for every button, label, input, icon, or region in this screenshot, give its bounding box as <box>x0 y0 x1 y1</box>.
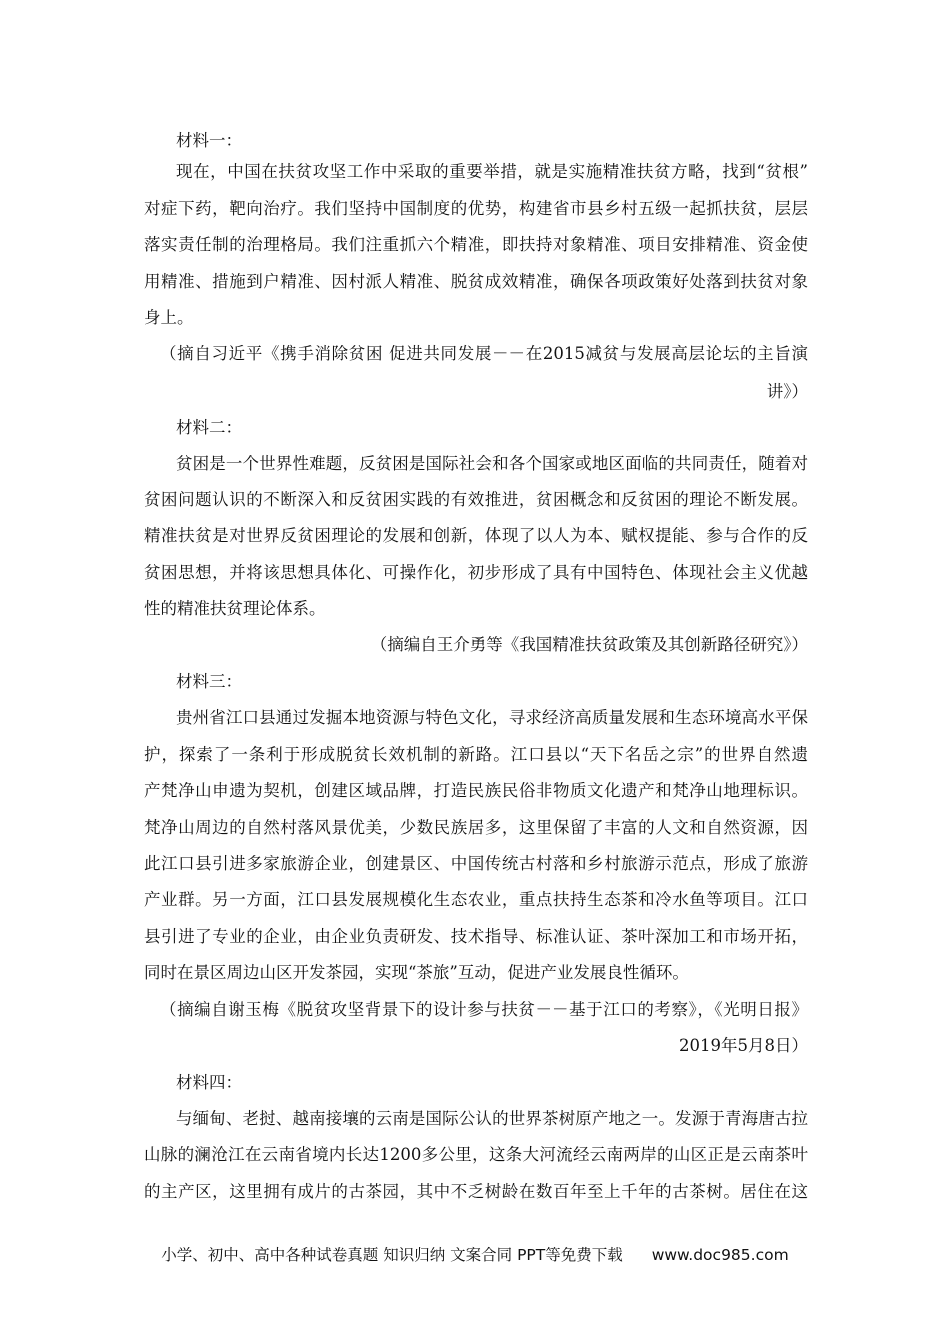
material2-line-3: 精准扶贫是对世界反贫困理论的发展和创新，体现了以人为本、赋权提能、参与合作的反 <box>144 526 808 545</box>
material3-source-2: 2019年5月8日） <box>679 1036 808 1055</box>
material2-source-1: （摘编自王介勇等《我国精准扶贫政策及其创新路径研究》） <box>370 635 808 654</box>
material3-line-5: 此江口县引进多家旅游企业，创建景区、中国传统古村落和乡村旅游示范点，形成了旅游 <box>144 854 808 873</box>
page-footer <box>0 1243 950 1267</box>
material4-heading: 材料四： <box>176 1073 242 1092</box>
material2-line-5: 性的精准扶贫理论体系。 <box>144 599 326 618</box>
material1-line-1: 现在，中国在扶贫攻坚工作中采取的重要举措，就是实施精准扶贫方略，找到“贫根” <box>176 162 808 181</box>
material2-line-1: 贫困是一个世界性难题，反贫困是国际社会和各个国家或地区面临的共同责任，随着对 <box>176 454 808 473</box>
material2-line-2: 贫困问题认识的不断深入和反贫困实践的有效推进，贫困概念和反贫困的理论不断发展。 <box>144 490 808 509</box>
material2-line-4: 贫困思想，并将该思想具体化、可操作化，初步形成了具有中国特色、体现社会主义优越 <box>144 563 808 582</box>
material3-heading: 材料三： <box>176 672 242 691</box>
material4-line-3: 的主产区，这里拥有成片的古茶园，其中不乏树龄在数百年至上千年的古茶树。居住在这 <box>144 1182 808 1201</box>
material1-source-2: 讲》） <box>766 382 808 401</box>
material1-source-1: （摘自习近平《携手消除贫困 促进共同发展－－在2015减贫与发展高层论坛的主旨演 <box>160 344 808 363</box>
material3-line-3: 产梵净山申遗为契机，创建区域品牌，打造民族民俗非物质文化遗产和梵净山地理标识。 <box>144 781 808 800</box>
material3-line-1: 贵州省江口县通过发掘本地资源与特色文化，寻求经济高质量发展和生态环境高水平保 <box>176 708 808 727</box>
material3-line-7: 县引进了专业的企业，由企业负责研发、技术指导、标准认证、茶叶深加工和市场开拓， <box>144 927 808 946</box>
material3-line-6: 产业群。另一方面，江口县发展规模化生态农业，重点扶持生态茶和冷水鱼等项目。江口 <box>144 890 808 909</box>
material1-line-5: 身上。 <box>144 308 194 327</box>
material3-line-4: 梵净山周边的自然村落风景优美，少数民族居多，这里保留了丰富的人文和自然资源，因 <box>144 818 808 837</box>
material1-heading: 材料一： <box>176 131 242 150</box>
material3-source-1: （摘编自谢玉梅《脱贫攻坚背景下的设计参与扶贫－－基于江口的考察》，《光明日报》 <box>160 1000 808 1019</box>
material1-line-4: 用精准、措施到户精准、因村派人精准、脱贫成效精准，确保各项政策好处落到扶贫对象 <box>144 272 808 291</box>
footer-text: 小学、初中、高中各种试卷真题 知识归纳 文案合同 PPT等免费下载 <box>161 1246 623 1264</box>
material1-line-2: 对症下药，靶向治疗。我们坚持中国制度的优势，构建省市县乡村五级一起抓扶贫，层层 <box>144 199 808 218</box>
material1-line-3: 落实责任制的治理格局。我们注重抓六个精准，即扶持对象精准、项目安排精准、资金使 <box>144 235 808 254</box>
material4-line-1: 与缅甸、老挝、越南接壤的云南是国际公认的世界茶树原产地之一。发源于青海唐古拉 <box>176 1109 808 1128</box>
material3-line-2: 护，探索了一条利于形成脱贫长效机制的新路。江口县以“天下名岳之宗”的世界自然遗 <box>144 745 808 764</box>
material2-heading: 材料二： <box>176 418 242 437</box>
material3-line-8: 同时在景区周边山区开发茶园，实现“茶旅”互动，促进产业发展良性循环。 <box>144 963 689 982</box>
material4-line-2: 山脉的澜沧江在云南省境内长达1200多公里，这条大河流经云南两岸的山区正是云南茶叶 <box>144 1145 808 1164</box>
footer-url[interactable]: www.doc985.com <box>651 1246 789 1264</box>
